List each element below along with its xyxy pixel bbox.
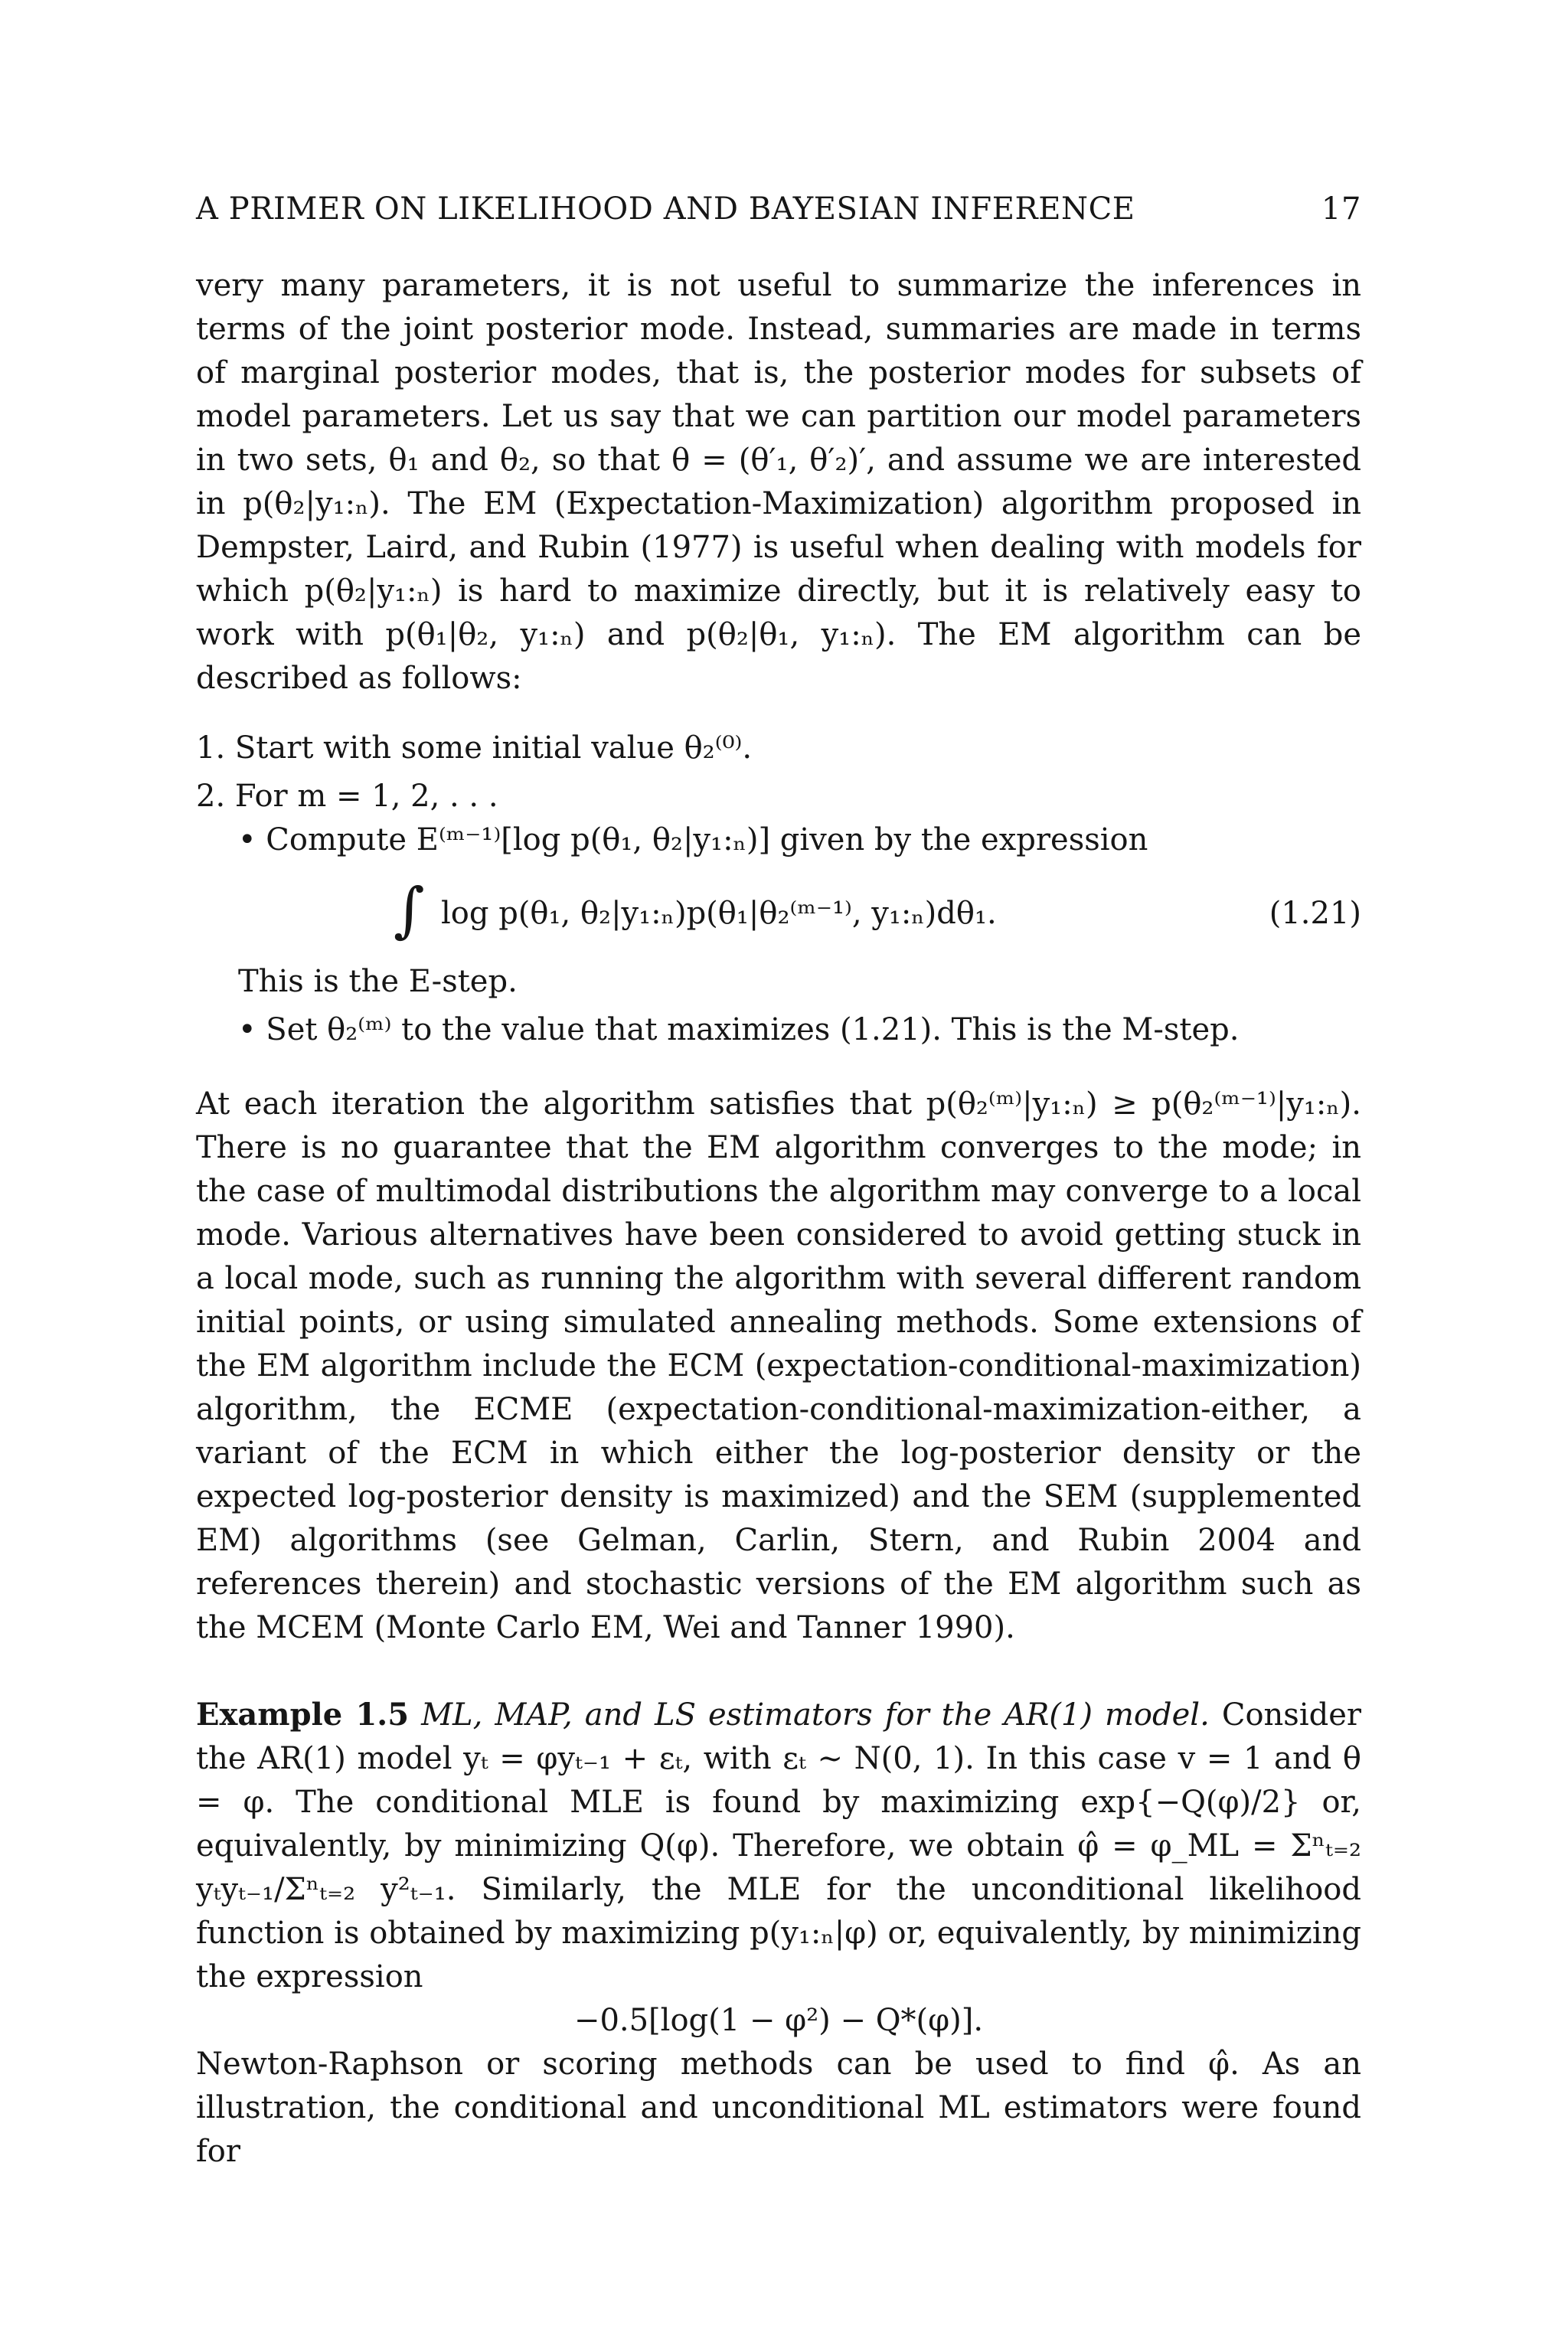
page-number: 17 [1321, 191, 1361, 227]
equation-1-21-expression [394, 876, 997, 946]
running-head-title: A PRIMER ON LIKELIHOOD AND BAYESIAN INFERENCE [196, 191, 1135, 227]
example-text-continued: Newton-Raphson or scoring methods can be used to find φ̂. As an illustration, the conditional and unconditional ML estimators were found for [196, 2047, 1361, 2169]
algorithm-bullet-compute: • Compute E⁽ᵐ⁻¹⁾[log p(θ₁, θ₂|y₁:ₙ)] given by the expression [238, 822, 1148, 858]
algorithm-step-2: 2. For m = 1, 2, . . . [196, 779, 498, 814]
paragraph-2: At each iteration the algorithm satisfies that p(θ₂⁽ᵐ⁾|y₁:ₙ) ≥ p(θ₂⁽ᵐ⁻¹⁾|y₁:ₙ). There is no guarantee that the EM algorithm converges to the mode; in the case of multimodal distributions the algorithm may converge to a local mode. Various alternatives have been considered to avoid getting stuck in a local mode, such as running the algorithm with several different random initial points, or using simulated annealing methods. Some extensions of the EM algorithm include the ECM (expectation-conditional-maximization) algorithm, the ECME (expectation-conditional-maximization-either, a variant of the ECM in which either the log-posterior density or the expected log-posterior density is maximized) and the SEM (supplemented EM) algorithms (see Gelman, Carlin, Stern, and Rubin 2004 and references therein) and stochastic versions of the EM algorithm such as the MCEM (Monte Carlo EM, Wei and Tanner 1990). [196, 1086, 1361, 1645]
example-label: Example 1.5 [196, 1697, 410, 1733]
algorithm-step-1: 1. Start with some initial value θ₂⁽⁰⁾. [196, 730, 753, 766]
equation-1-21 [196, 876, 1361, 946]
example-1-5 [196, 1693, 1361, 1999]
running-head [196, 191, 1361, 227]
example-title: ML, MAP, and LS estimators for the AR(1) model. [421, 1697, 1210, 1733]
equation-1-21-number: (1.21) [1269, 896, 1361, 931]
body-text [196, 264, 1361, 2174]
algorithm-bullet-set: • Set θ₂⁽ᵐ⁾ to the value that maximizes (1.21). This is the M-step. [238, 1012, 1240, 1047]
algorithm-estep: This is the E-step. [238, 964, 518, 999]
integral-sign: ∫ [394, 876, 425, 945]
equation-unconditional: −0.5[log(1 − φ²) − Q*(φ)]. [573, 2003, 984, 2038]
example-text: Consider the AR(1) model yₜ = φyₜ₋₁ + εₜ, with εₜ ∼ N(0, 1). In this case v = 1 and θ = φ. The conditional MLE is found by maximizing exp{−Q(φ)/2} or, equivalently, by minimizing Q(φ). Therefore, we obtain φ̂ = φ_ML = Σⁿₜ₌₂ yₜyₜ₋₁/Σⁿₜ₌₂ y²ₜ₋₁. Similarly, the MLE for the unconditional likelihood function is obtained by maximizing p(y₁:ₙ|φ) or, equivalently, by minimizing the expression [196, 1697, 1362, 1994]
equation-1-21-body: log p(θ₁, θ₂|y₁:ₙ)p(θ₁|θ₂⁽ᵐ⁻¹⁾, y₁:ₙ)dθ₁. [441, 896, 997, 931]
paragraph-1: very many parameters, it is not useful to summarize the inferences in terms of the joint posterior mode. Instead, summaries are made in terms of marginal posterior modes, that is, the posterior modes for subsets of model parameters. Let us say that we can partition our model parameters in two sets, θ₁ and θ₂, so that θ = (θ′₁, θ′₂)′, and assume we are interested in p(θ₂|y₁:ₙ). The EM (Expectation-Maximization) algorithm proposed in Dempster, Laird, and Rubin (1977) is useful when dealing with models for which p(θ₂|y₁:ₙ) is hard to maximize directly, but it is relatively easy to work with p(θ₁|θ₂, y₁:ₙ) and p(θ₂|θ₁, y₁:ₙ). The EM algorithm can be described as follows: [196, 268, 1361, 696]
